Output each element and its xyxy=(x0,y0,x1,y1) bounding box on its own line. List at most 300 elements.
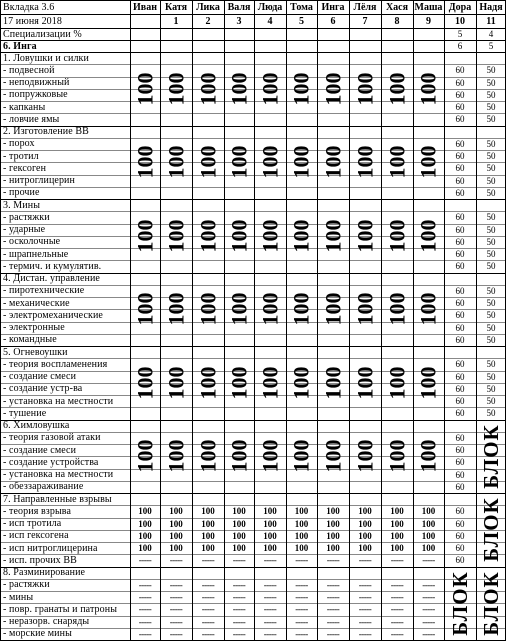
spec-nadya: 4 xyxy=(488,29,494,39)
big-score xyxy=(254,273,286,347)
skill-value: 100 xyxy=(169,530,183,541)
skill-value: 100 xyxy=(169,518,183,529)
big-score xyxy=(192,126,224,200)
big-score xyxy=(349,199,381,273)
big-score-text: 100 xyxy=(195,366,220,400)
big-score xyxy=(254,420,286,494)
big-score xyxy=(224,273,254,347)
big-score-text: 100 xyxy=(163,145,188,179)
section-item: - нитроглицерин xyxy=(3,175,75,187)
big-score xyxy=(413,273,444,347)
big-score xyxy=(130,126,160,200)
big-score-text: 100 xyxy=(288,366,314,400)
big-score-text: 100 xyxy=(195,145,220,179)
section-item: - морские мины xyxy=(3,628,72,640)
block-nadya-text: БЛОК xyxy=(478,423,503,489)
big-score-text: 100 xyxy=(195,72,220,106)
big-score-text: 100 xyxy=(257,292,282,326)
section-item: - тротил xyxy=(3,150,39,162)
inga-nadya: 5 xyxy=(488,41,494,51)
block-dora xyxy=(444,567,476,641)
big-score xyxy=(286,420,317,494)
big-score-text: 100 xyxy=(415,292,441,326)
big-score-text: 100 xyxy=(288,72,314,106)
skill-dash: ----- xyxy=(295,579,308,590)
person-number xyxy=(130,14,160,28)
big-score-text: 100 xyxy=(320,292,345,326)
big-score-text: 100 xyxy=(226,439,251,473)
column-divider xyxy=(381,0,382,640)
skill-dash: ----- xyxy=(390,579,404,590)
nadya-value: 50 xyxy=(486,249,496,260)
dora-value: 60 xyxy=(455,432,465,443)
person-name: Иван xyxy=(133,1,157,13)
nadya-value: 50 xyxy=(486,212,496,223)
big-score xyxy=(192,420,224,494)
big-score-text: 100 xyxy=(320,145,345,179)
skill-dash: ----- xyxy=(358,555,372,566)
skill-dash: ----- xyxy=(232,628,246,639)
big-score-text: 100 xyxy=(163,72,188,106)
section-item: - ловчие ямы xyxy=(3,113,60,125)
big-score-text: 100 xyxy=(132,145,157,179)
tab-label: Вкладка 3.6 xyxy=(3,1,55,13)
big-score xyxy=(224,126,254,200)
dora-value: 60 xyxy=(455,543,465,554)
dora-value: 60 xyxy=(455,530,465,541)
column-divider xyxy=(413,0,414,640)
big-score-text: 100 xyxy=(288,292,314,326)
section-item: - теория воспламенения xyxy=(3,358,108,370)
big-score xyxy=(254,346,286,420)
skill-dash: ----- xyxy=(169,592,183,603)
big-score xyxy=(413,346,444,420)
skill-value: 100 xyxy=(358,543,372,554)
skill-dash: ----- xyxy=(138,592,152,603)
big-score xyxy=(160,346,192,420)
big-score xyxy=(192,273,224,347)
dora-value: 60 xyxy=(455,371,465,382)
dora-value: 60 xyxy=(455,187,465,198)
big-score xyxy=(130,346,160,420)
section-title: 5. Огневоушки xyxy=(3,346,68,358)
section-item: - растяжки xyxy=(3,579,50,591)
skill-value: 100 xyxy=(263,506,277,517)
big-score-text: 100 xyxy=(384,439,409,473)
big-score xyxy=(254,52,286,126)
row-divider xyxy=(0,14,506,15)
big-score xyxy=(413,126,444,200)
skill-value: 100 xyxy=(326,543,340,554)
skill-value: 100 xyxy=(263,530,277,541)
skill-dash: ----- xyxy=(390,628,404,639)
nadya-value: 50 xyxy=(486,371,496,382)
skill-value: 100 xyxy=(201,518,215,529)
nadya-value: 50 xyxy=(486,285,496,296)
big-score xyxy=(254,199,286,273)
skill-dash: ----- xyxy=(263,616,277,627)
big-score-text: 100 xyxy=(226,219,251,253)
big-score-text: 100 xyxy=(132,292,157,326)
skill-dash: ----- xyxy=(358,628,372,639)
dora-value: 60 xyxy=(455,334,465,345)
section-title: 8. Разминирование xyxy=(3,567,86,579)
section-item: - обеззараживание xyxy=(3,481,84,493)
big-score-text: 100 xyxy=(195,439,220,473)
big-score xyxy=(413,199,444,273)
section-item: - исп гексогена xyxy=(3,530,69,542)
big-score xyxy=(317,126,349,200)
skill-dash: ----- xyxy=(232,604,246,615)
skill-dash: ----- xyxy=(326,592,340,603)
section-item: - тушение xyxy=(3,407,47,419)
block-nadya xyxy=(476,567,506,641)
section-item: - создание устройства xyxy=(3,456,99,468)
skill-dash: ----- xyxy=(232,555,246,566)
big-score xyxy=(317,199,349,273)
section-item: - исп. прочих ВВ xyxy=(3,554,77,566)
section-item: - электронные xyxy=(3,322,65,334)
dora-value: 60 xyxy=(455,77,465,88)
column-divider xyxy=(286,0,287,640)
dora-value: 60 xyxy=(455,457,465,468)
dora-value: 60 xyxy=(455,102,465,113)
section-item: - повр. гранаты и патроны xyxy=(3,603,118,615)
block-nadya-text: БЛОК xyxy=(478,570,503,636)
section-item: - растяжки xyxy=(3,211,50,223)
skill-dash: ----- xyxy=(263,555,277,566)
person-number: 9 xyxy=(426,15,431,27)
column-divider xyxy=(476,0,477,640)
nadya-value: 50 xyxy=(486,396,496,407)
block-nadya-text: БЛОК xyxy=(478,497,503,563)
dora-value: 60 xyxy=(455,65,465,76)
big-score xyxy=(317,346,349,420)
skill-value: 100 xyxy=(138,518,152,529)
big-score-text: 100 xyxy=(163,439,188,473)
big-score xyxy=(317,420,349,494)
big-score-text: 100 xyxy=(132,72,157,106)
skill-value: 100 xyxy=(390,530,404,541)
person-name: Маша xyxy=(414,1,443,13)
skill-value: 100 xyxy=(421,506,436,517)
person-name: Люда xyxy=(257,1,283,13)
nadya-value: 50 xyxy=(486,89,496,100)
spec-label: Специализации % xyxy=(3,28,82,40)
person-name: Хася xyxy=(385,1,409,13)
nadya-value: 50 xyxy=(486,322,496,333)
person-name: Лика xyxy=(196,1,220,13)
big-score-text: 100 xyxy=(195,219,220,253)
person-name: Тома xyxy=(290,1,313,13)
big-score xyxy=(381,52,413,126)
skill-value: 100 xyxy=(138,530,152,541)
skill-dash: ----- xyxy=(232,579,246,590)
skill-dash: ----- xyxy=(138,628,152,639)
big-score xyxy=(381,199,413,273)
skill-dash: ----- xyxy=(326,616,340,627)
big-score xyxy=(192,199,224,273)
column-divider xyxy=(444,0,445,640)
big-score xyxy=(160,52,192,126)
skill-value: 100 xyxy=(294,530,309,541)
big-score-text: 100 xyxy=(384,219,409,253)
skill-dash: ----- xyxy=(138,604,152,615)
skill-dash: ----- xyxy=(422,628,435,639)
big-score-text: 100 xyxy=(384,72,409,106)
big-score-text: 100 xyxy=(163,292,188,326)
spec-dora: 5 xyxy=(457,29,463,39)
dora-value: 60 xyxy=(455,383,465,394)
section-item: - создание смеси xyxy=(3,371,77,383)
section-item: - подвесной xyxy=(3,64,55,76)
dora-value: 60 xyxy=(455,322,465,333)
skill-value: 100 xyxy=(390,506,404,517)
person-number: 5 xyxy=(299,15,304,27)
section-item: - теория газовой атаки xyxy=(3,432,101,444)
big-score-text: 100 xyxy=(163,219,188,253)
skill-value: 100 xyxy=(326,518,340,529)
big-score-text: 100 xyxy=(352,72,377,106)
nadya-value: 50 xyxy=(486,175,496,186)
nadya-value: 50 xyxy=(486,310,496,321)
big-score-text: 100 xyxy=(415,439,441,473)
big-score-text: 100 xyxy=(226,292,251,326)
section-item: - шрапнельные xyxy=(3,248,69,260)
dora-value: 60 xyxy=(455,555,465,566)
dora-value: 60 xyxy=(455,236,465,247)
skill-value: 100 xyxy=(263,543,277,554)
nadya-value: 50 xyxy=(486,261,496,272)
big-score xyxy=(381,273,413,347)
big-score xyxy=(286,346,317,420)
section-item: - исп нитроглицерина xyxy=(3,542,98,554)
column-divider xyxy=(317,0,318,640)
dora-value: 60 xyxy=(455,138,465,149)
column-divider xyxy=(130,0,131,640)
skill-value: 100 xyxy=(138,506,152,517)
big-score xyxy=(286,199,317,273)
skill-dash: ----- xyxy=(422,555,435,566)
skill-value: 100 xyxy=(201,506,215,517)
skill-dash: ----- xyxy=(326,555,340,566)
big-score xyxy=(160,273,192,347)
big-score-text: 100 xyxy=(352,145,377,179)
skill-value: 100 xyxy=(326,506,340,517)
dora-value: 60 xyxy=(455,151,465,162)
big-score xyxy=(224,52,254,126)
skill-value: 100 xyxy=(390,543,404,554)
section-item: - установка на местности xyxy=(3,469,114,481)
skill-value: 100 xyxy=(201,530,215,541)
section-item: - командные xyxy=(3,334,57,346)
section-item: - мины xyxy=(3,591,34,603)
person-number: 2 xyxy=(205,15,211,27)
skill-value: 100 xyxy=(232,543,246,554)
skill-dash: ----- xyxy=(169,628,183,639)
skill-value: 100 xyxy=(201,543,215,554)
person-number: 1 xyxy=(173,15,179,27)
big-score-text: 100 xyxy=(226,145,251,179)
big-score xyxy=(349,126,381,200)
big-score-text: 100 xyxy=(288,145,314,179)
big-score-text: 100 xyxy=(163,366,188,400)
skill-dash: ----- xyxy=(169,579,183,590)
big-score-text: 100 xyxy=(132,439,157,473)
skill-dash: ----- xyxy=(263,592,277,603)
nadya-value: 50 xyxy=(486,408,496,419)
column-divider xyxy=(160,0,161,640)
skill-dash: ----- xyxy=(295,616,308,627)
dora-value: 60 xyxy=(455,408,465,419)
person-number: 11 xyxy=(486,15,496,27)
big-score xyxy=(413,420,444,494)
big-score xyxy=(130,52,160,126)
dora-value: 60 xyxy=(455,249,465,260)
skill-dash: ----- xyxy=(138,579,152,590)
skill-value: 100 xyxy=(358,506,372,517)
big-score xyxy=(130,273,160,347)
skill-dash: ----- xyxy=(295,604,308,615)
skill-value: 100 xyxy=(294,506,309,517)
column-divider xyxy=(0,0,1,640)
big-score-text: 100 xyxy=(257,72,282,106)
person-number: 3 xyxy=(236,15,242,27)
skill-dash: ----- xyxy=(390,616,404,627)
section-item: - попружковые xyxy=(3,89,68,101)
section-item: - капканы xyxy=(3,101,46,113)
skill-dash: ----- xyxy=(169,616,183,627)
section-item: - ударные xyxy=(3,224,46,236)
skill-dash: ----- xyxy=(263,628,277,639)
skill-value: 100 xyxy=(138,543,152,554)
big-score-text: 100 xyxy=(415,219,441,253)
person-name: Надя xyxy=(479,1,503,13)
nadya-value: 50 xyxy=(486,77,496,88)
person-name: Инга xyxy=(321,1,345,13)
nadya-value: 50 xyxy=(486,298,496,309)
section-item: - установка на местности xyxy=(3,395,114,407)
section-title: 2. Изготовление ВВ xyxy=(3,126,89,138)
inga-dora: 6 xyxy=(457,41,463,51)
nadya-value: 50 xyxy=(486,359,496,370)
skill-value: 100 xyxy=(232,530,246,541)
section-title: 6. Химловушка xyxy=(3,420,70,432)
person-number: 6 xyxy=(330,15,336,27)
section-item: - электромеханические xyxy=(3,309,103,321)
skill-value: 100 xyxy=(232,518,246,529)
big-score-text: 100 xyxy=(195,292,220,326)
skill-dash: ----- xyxy=(263,579,277,590)
skill-dash: ----- xyxy=(390,604,404,615)
skill-dash: ----- xyxy=(422,579,435,590)
skill-dash: ----- xyxy=(390,592,404,603)
section-item: - порох xyxy=(3,138,35,150)
nadya-value: 50 xyxy=(486,224,496,235)
nadya-value: 50 xyxy=(486,65,496,76)
skill-dash: ----- xyxy=(295,555,308,566)
big-score-text: 100 xyxy=(415,145,441,179)
big-score-text: 100 xyxy=(257,219,282,253)
skill-dash: ----- xyxy=(169,604,183,615)
dora-value: 60 xyxy=(455,285,465,296)
row-divider xyxy=(0,0,506,1)
column-divider xyxy=(192,0,193,640)
section-title: 4. Дистан. управление xyxy=(3,273,100,285)
skill-dash: ----- xyxy=(422,592,435,603)
big-score-text: 100 xyxy=(384,145,409,179)
skill-dash: ----- xyxy=(263,604,277,615)
big-score xyxy=(317,52,349,126)
big-score-text: 100 xyxy=(352,219,377,253)
big-score-text: 100 xyxy=(415,72,441,106)
date-label: 17 июня 2018 xyxy=(3,15,62,27)
block-dora-text: БЛОК xyxy=(447,570,472,636)
skill-dash: ----- xyxy=(326,628,340,639)
skill-dash: ----- xyxy=(422,616,435,627)
section-item: - пиротехнические xyxy=(3,285,85,297)
big-score-text: 100 xyxy=(320,219,345,253)
person-name: Катя xyxy=(164,1,188,13)
person-number: 10 xyxy=(455,15,465,27)
nadya-value: 50 xyxy=(486,383,496,394)
big-score xyxy=(349,420,381,494)
dora-value: 60 xyxy=(455,261,465,272)
person-name: Валя xyxy=(227,1,251,13)
skill-dash: ----- xyxy=(326,604,340,615)
big-score xyxy=(286,52,317,126)
big-score-text: 100 xyxy=(415,366,441,400)
nadya-value: 50 xyxy=(486,138,496,149)
skill-dash: ----- xyxy=(201,579,215,590)
dora-value: 60 xyxy=(455,114,465,125)
dora-value: 60 xyxy=(455,518,465,529)
skill-dash: ----- xyxy=(201,592,215,603)
column-divider xyxy=(224,0,225,640)
big-score xyxy=(317,273,349,347)
dora-value: 60 xyxy=(455,310,465,321)
section-item: - гексоген xyxy=(3,162,47,174)
big-score-text: 100 xyxy=(288,219,314,253)
big-score-text: 100 xyxy=(384,292,409,326)
big-score-text: 100 xyxy=(352,292,377,326)
big-score xyxy=(254,126,286,200)
big-score-text: 100 xyxy=(257,145,282,179)
skill-dash: ----- xyxy=(422,604,435,615)
dora-value: 60 xyxy=(455,469,465,480)
skill-dash: ----- xyxy=(390,555,404,566)
big-score-text: 100 xyxy=(352,439,377,473)
nadya-value: 50 xyxy=(486,334,496,345)
big-score-text: 100 xyxy=(288,439,314,473)
big-score-text: 100 xyxy=(320,72,345,106)
section-item: - термич. и кумулятив. xyxy=(3,260,102,272)
big-score xyxy=(224,420,254,494)
person-name: Лёля xyxy=(353,1,377,13)
big-score-text: 100 xyxy=(132,219,157,253)
skill-value: 100 xyxy=(169,543,183,554)
skill-dash: ----- xyxy=(358,579,372,590)
dora-value: 60 xyxy=(455,506,465,517)
big-score xyxy=(160,126,192,200)
section-item: - неподвижный xyxy=(3,77,70,89)
big-score xyxy=(381,420,413,494)
big-score-text: 100 xyxy=(352,366,377,400)
big-score-text: 100 xyxy=(132,366,157,400)
column-divider xyxy=(254,0,255,640)
skill-value: 100 xyxy=(390,518,404,529)
section-item: - осколочные xyxy=(3,236,61,248)
